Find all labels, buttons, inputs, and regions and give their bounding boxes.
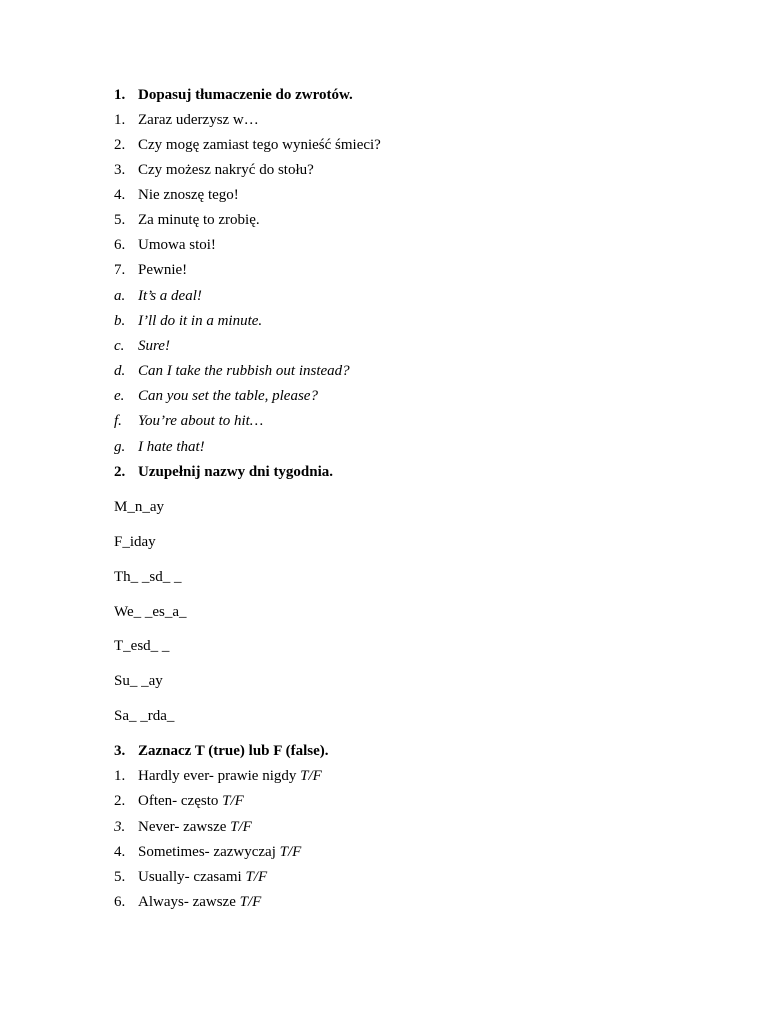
english-item	[114, 287, 202, 305]
item-text: Umowa stoi!	[138, 237, 216, 253]
polish-item	[114, 161, 314, 179]
english-item	[114, 312, 262, 330]
item-text: I’ll do it in a minute.	[138, 313, 263, 329]
item-text: Can I take the rubbish out instead?	[138, 363, 350, 379]
tf-item	[114, 868, 267, 886]
item-text: Hardly ever- prawie nigdy	[138, 768, 297, 784]
day-blank: We_ _es_a_	[114, 604, 187, 620]
tf-choice: T/F	[222, 793, 244, 809]
polish-item	[114, 186, 239, 204]
polish-item	[114, 136, 381, 154]
item-text: Sure!	[138, 338, 170, 354]
item-text: Sometimes- zazwyczaj	[138, 844, 276, 860]
section-2-number: 2.	[114, 464, 126, 480]
tf-item	[114, 818, 252, 836]
day-blank: T_esd_ _	[114, 638, 170, 654]
item-letter: g.	[114, 439, 126, 455]
item-text: Zaraz uderzysz w…	[138, 112, 259, 128]
polish-item	[114, 111, 259, 129]
english-item	[114, 362, 350, 380]
section-1-heading	[114, 86, 353, 104]
section-1-number: 1.	[114, 87, 126, 103]
item-text: You’re about to hit…	[138, 413, 264, 429]
tf-choice: T/F	[279, 844, 302, 860]
item-text: Can you set the table, please?	[138, 388, 318, 404]
day-blank: Su_ _ay	[114, 673, 163, 689]
item-text: Czy możesz nakryć do stołu?	[138, 162, 314, 178]
day-blank: M_n_ay	[114, 499, 164, 515]
item-letter: d.	[114, 363, 126, 379]
tf-item	[114, 843, 301, 861]
english-item	[114, 438, 205, 456]
polish-item	[114, 211, 260, 229]
item-number: 1.	[114, 768, 126, 784]
item-number: 3.	[114, 162, 126, 178]
section-3-heading	[114, 742, 329, 760]
item-text: I hate that!	[138, 439, 205, 455]
item-number: 4.	[114, 844, 126, 860]
item-number: 1.	[114, 112, 126, 128]
item-letter: a.	[114, 288, 126, 304]
item-letter: c.	[114, 338, 125, 354]
day-blank: F_iday	[114, 534, 156, 550]
tf-choice: T/F	[239, 894, 262, 910]
item-text: Always- zawsze	[138, 894, 236, 910]
item-text: Usually- czasami	[138, 869, 242, 885]
polish-item	[114, 236, 216, 254]
item-number: 3.	[114, 819, 126, 835]
tf-item	[114, 767, 322, 785]
item-number: 2.	[114, 793, 126, 809]
english-item	[114, 337, 170, 355]
tf-choice: T/F	[230, 819, 252, 835]
section-1-title: Dopasuj tłumaczenie do zwrotów.	[138, 87, 353, 103]
item-number: 4.	[114, 187, 126, 203]
section-3-title: Zaznacz T (true) lub F (false).	[138, 743, 329, 759]
item-number: 2.	[114, 137, 126, 153]
item-text: Never- zawsze	[138, 819, 227, 835]
item-number: 7.	[114, 262, 126, 278]
tf-item	[114, 893, 261, 911]
item-letter: f.	[114, 413, 122, 429]
item-letter: b.	[114, 313, 126, 329]
item-number: 6.	[114, 237, 126, 253]
item-text: Za minutę to zrobię.	[138, 212, 260, 228]
item-text: It’s a deal!	[138, 288, 202, 304]
english-item	[114, 387, 318, 405]
tf-choice: T/F	[245, 869, 268, 885]
item-text: Pewnie!	[138, 262, 188, 278]
item-text: Often- często	[138, 793, 219, 809]
section-3-number: 3.	[114, 743, 126, 759]
item-letter: e.	[114, 388, 125, 404]
item-text: Nie znoszę tego!	[138, 187, 239, 203]
english-item	[114, 412, 263, 430]
day-blank: Sa_ _rda_	[114, 708, 175, 724]
item-text: Czy mogę zamiast tego wynieść śmieci?	[138, 137, 381, 153]
day-blank: Th_ _sd_ _	[114, 569, 182, 585]
item-number: 5.	[114, 869, 126, 885]
tf-choice: T/F	[300, 768, 322, 784]
section-2-heading	[114, 463, 333, 481]
section-2-title: Uzupełnij nazwy dni tygodnia.	[138, 464, 334, 480]
tf-item	[114, 792, 244, 810]
item-number: 6.	[114, 894, 126, 910]
item-number: 5.	[114, 212, 126, 228]
polish-item	[114, 261, 187, 279]
